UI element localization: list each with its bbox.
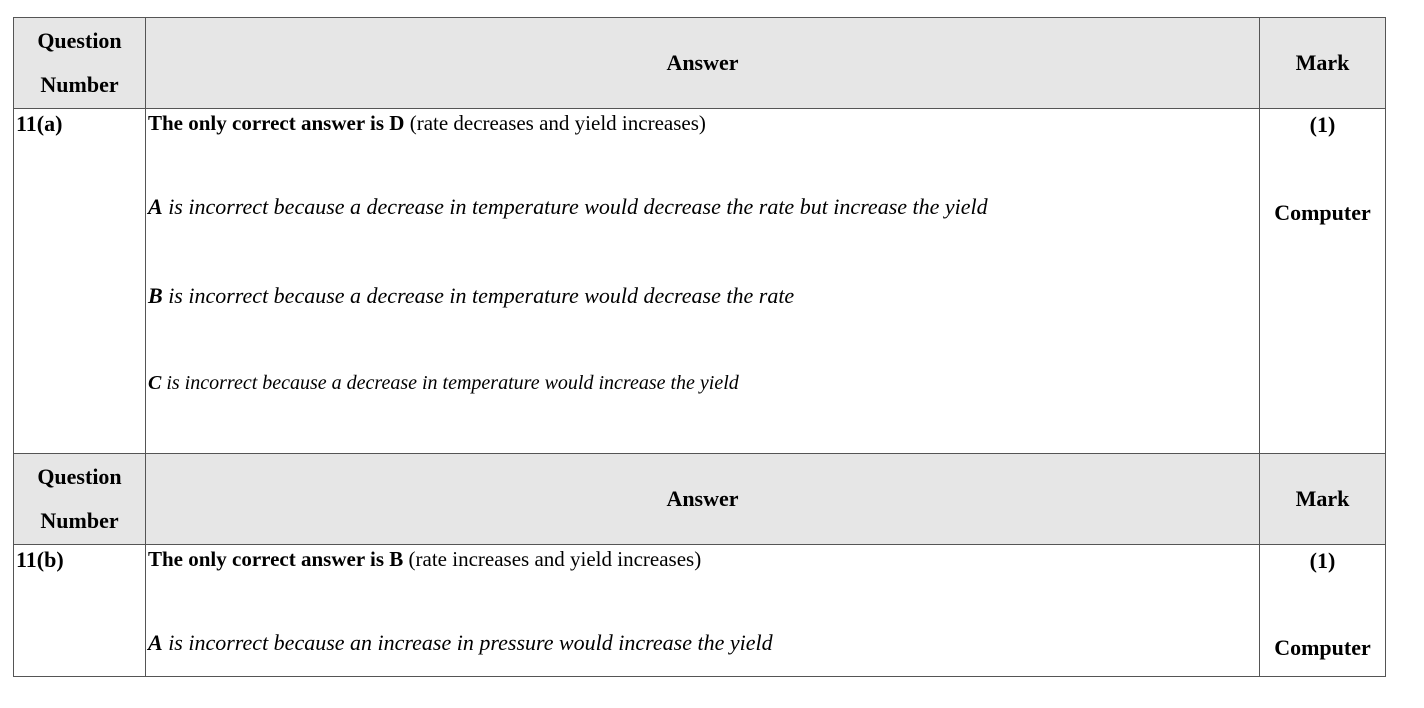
question-number-cell bbox=[14, 545, 146, 677]
explanation-line bbox=[148, 194, 988, 220]
option-letter: A bbox=[148, 630, 163, 655]
table-header-row bbox=[14, 18, 1385, 109]
question-number-cell bbox=[14, 109, 146, 453]
header-mark bbox=[1260, 454, 1385, 544]
explanation-text: is incorrect because a decrease in temperature would decrease the rate bbox=[162, 283, 795, 308]
mark-value: (1) bbox=[1309, 548, 1336, 573]
mark-scheme-table-11b bbox=[13, 453, 1386, 677]
question-number: 11(b) bbox=[16, 547, 64, 572]
correct-answer-lead: The only correct answer is D bbox=[148, 111, 405, 135]
mark-cell bbox=[1260, 109, 1385, 453]
mark-value: (1) bbox=[1309, 112, 1336, 137]
mark-type: Computer bbox=[1274, 635, 1371, 660]
header-question-number bbox=[14, 454, 146, 544]
answer-cell bbox=[146, 109, 1260, 453]
explanation-text: is incorrect because a decrease in temperature would decrease the rate but increase the yield bbox=[162, 194, 988, 219]
explanation-line bbox=[148, 283, 794, 309]
header-mark-text: Mark bbox=[1295, 50, 1350, 75]
correct-answer-detail: (rate increases and yield increases) bbox=[403, 547, 702, 571]
explanation-line bbox=[148, 630, 773, 656]
header-mark bbox=[1260, 18, 1385, 108]
header-question-number-text: Question Number bbox=[37, 464, 122, 533]
table-header-row bbox=[14, 454, 1385, 545]
answer-cell bbox=[146, 545, 1260, 677]
option-letter: C bbox=[148, 372, 162, 394]
header-answer bbox=[146, 454, 1260, 544]
header-question-number bbox=[14, 18, 146, 108]
correct-answer-line bbox=[148, 111, 706, 136]
explanation-text: is incorrect because a decrease in temperature would increase the yield bbox=[161, 372, 739, 394]
header-mark-text: Mark bbox=[1295, 486, 1350, 511]
mark-type: Computer bbox=[1274, 200, 1371, 225]
table-row bbox=[14, 545, 1385, 677]
explanation-line bbox=[148, 372, 739, 395]
header-answer bbox=[146, 18, 1260, 108]
correct-answer-detail: (rate decreases and yield increases) bbox=[404, 111, 706, 135]
correct-answer-line bbox=[148, 547, 701, 572]
header-answer-text: Answer bbox=[666, 486, 739, 511]
explanation-text: is incorrect because an increase in pressure would increase the yield bbox=[162, 630, 773, 655]
mark-cell bbox=[1260, 545, 1385, 677]
mark-scheme-table-11a bbox=[13, 17, 1386, 453]
header-answer-text: Answer bbox=[666, 50, 739, 75]
question-number: 11(a) bbox=[16, 111, 63, 136]
option-letter: B bbox=[148, 283, 163, 308]
correct-answer-lead: The only correct answer is B bbox=[148, 547, 404, 571]
table-row bbox=[14, 109, 1385, 453]
header-question-number-text: Question Number bbox=[37, 28, 122, 97]
option-letter: A bbox=[148, 194, 163, 219]
